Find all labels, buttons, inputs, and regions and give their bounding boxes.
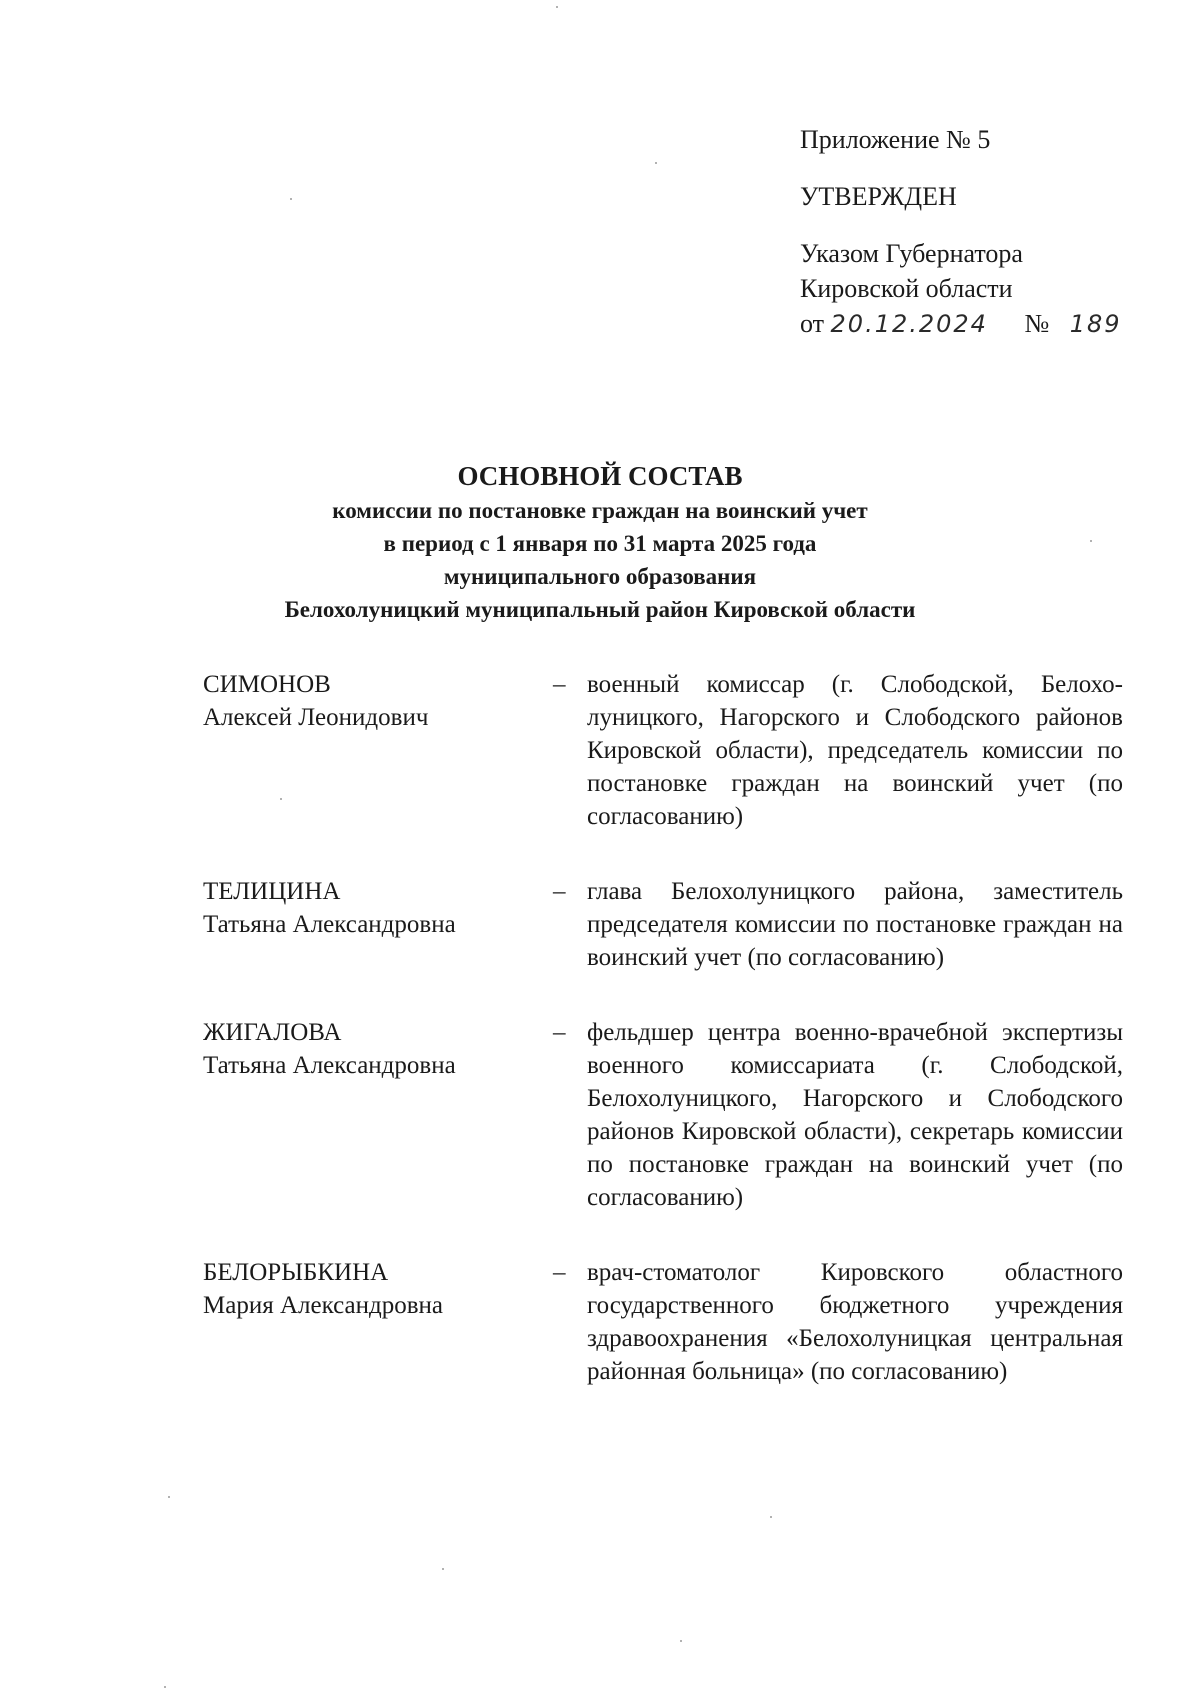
member-description: глава Белохолуницкого района, заместитель председателя комиссии по постановке граждан на воинский учет (по согласованию) — [587, 878, 1123, 971]
member-name — [203, 875, 553, 974]
member-dash: – — [553, 671, 566, 698]
title-line-5: Белохолуницкий муниципальный район Кировской области — [284, 597, 916, 622]
title-line-3: в период с 1 января по 31 марта 2025 года — [383, 531, 817, 556]
member-description: военный комиссар (г. Слободской, Белохолуницкого, Нагорского и Слободского районов Кировской области), председатель комиссии по постановке граждан на воинский учет (по согласованию) — [587, 671, 1123, 830]
member-surname: БЕЛОРЫБКИНА — [203, 1259, 389, 1286]
member-dash: – — [553, 878, 566, 905]
member-dash: – — [553, 1259, 566, 1286]
scan-speck — [280, 798, 282, 800]
member-given-names: Мария Александровна — [203, 1292, 443, 1319]
member-entry — [203, 668, 1123, 833]
scan-speck — [680, 1640, 682, 1642]
member-name — [203, 668, 553, 833]
scan-speck — [655, 162, 657, 164]
member-given-names: Татьяна Александровна — [203, 1052, 456, 1079]
member-given-names: Алексей Леонидович — [203, 704, 429, 731]
title-line-2: комиссии по постановке граждан на воинский учет — [332, 498, 868, 523]
document-title: ОСНОВНОЙ СОСТАВ — [457, 461, 743, 491]
member-surname: ЖИГАЛОВА — [203, 1019, 342, 1046]
handwritten-number: 189 — [1069, 310, 1122, 338]
scan-speck — [164, 1686, 166, 1688]
member-description: врач-стоматолог Кировского областного государственного бюджетного учреждения здравоохранения «Белохолуницкая центральная районная больница» (по согласованию) — [587, 1259, 1123, 1385]
appendix-label: Приложение № 5 — [800, 125, 991, 154]
approved-label: УТВЕРЖДЕН — [800, 182, 957, 211]
handwritten-date: 20.12.2024 — [830, 310, 988, 338]
decree-line-1: Указом Губернатора — [800, 239, 1023, 268]
members-list — [203, 668, 1123, 1388]
member-surname: СИМОНОВ — [203, 671, 331, 698]
decree-line-2: Кировской области — [800, 274, 1013, 303]
member-entry — [203, 1256, 1123, 1388]
member-name — [203, 1016, 553, 1214]
member-given-names: Татьяна Александровна — [203, 911, 456, 938]
member-name — [203, 1256, 553, 1388]
member-entry — [203, 875, 1123, 974]
scan-speck — [168, 1496, 170, 1498]
title-line-4: муниципального образования — [443, 564, 757, 589]
member-entry — [203, 1016, 1123, 1214]
scan-speck — [1090, 540, 1092, 542]
member-dash: – — [553, 1019, 566, 1046]
scan-speck — [442, 1568, 444, 1570]
document-title-block — [0, 458, 1200, 626]
decree-date-line — [800, 306, 1180, 342]
scan-speck — [770, 1516, 772, 1518]
member-surname: ТЕЛИЦИНА — [203, 878, 341, 905]
scan-speck — [290, 198, 292, 200]
date-prefix: от — [800, 309, 825, 338]
number-label: № — [1024, 309, 1050, 338]
approval-block — [800, 122, 1180, 342]
scan-speck — [556, 6, 558, 8]
member-description: фельдшер центра военно-врачебной экспертизы военного комиссариата (г. Слободской, Белохолуницкого, Нагорского и Слободского районов Кировской области), секретарь комиссии по постановке граждан на воинский учет (по согласованию) — [587, 1019, 1123, 1211]
